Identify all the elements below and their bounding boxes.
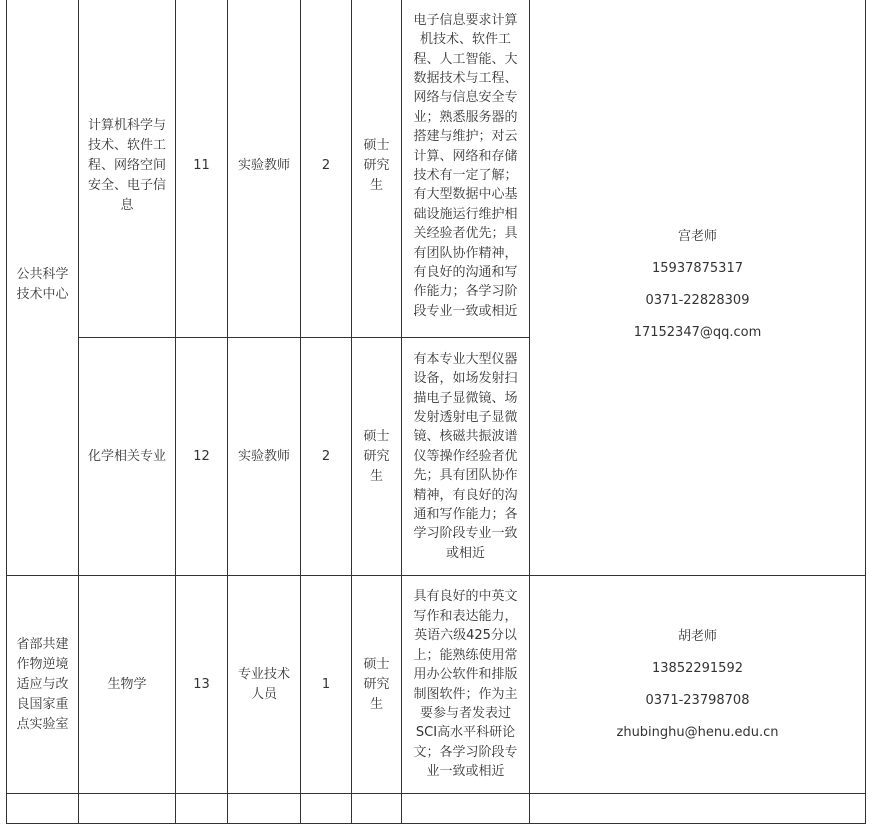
contact-mobile: 15937875317 — [652, 261, 743, 276]
position-cell — [228, 0, 301, 338]
position-cell — [228, 338, 301, 576]
table-row — [7, 794, 866, 824]
contact-name: 胡老师 — [677, 628, 717, 644]
unit-cell — [7, 0, 79, 576]
code-cell: 13 — [176, 576, 228, 794]
contact-name: 宫老师 — [677, 229, 717, 244]
major-cell — [79, 0, 176, 338]
count-cell: 1 — [301, 576, 352, 794]
contact-mobile: 13852291592 — [652, 660, 743, 676]
major-text: 生物学 — [107, 676, 147, 692]
requirements-cell — [402, 576, 530, 794]
requirements-text: 具有良好的中英文写作和表达能力，英语六级425分以上；能熟练使用常用办公软件和排版制图软件；作为主要参与者发表过SCI高水平科研论文；各学习阶段专业一致或相近 — [413, 589, 518, 780]
position-text: 专业技术人员 — [237, 666, 290, 702]
empty-cell — [79, 794, 176, 824]
position-cell — [228, 576, 301, 794]
position-text: 实验教师 — [237, 158, 290, 173]
empty-cell — [228, 794, 301, 824]
degree-cell — [352, 338, 402, 576]
degree-cell — [352, 0, 402, 338]
code-cell: 11 — [176, 0, 228, 338]
empty-cell — [352, 794, 402, 824]
contact-cell — [530, 576, 866, 794]
major-text: 计算机科学与技术、软件工程、网络空间安全、电子信息 — [87, 118, 166, 213]
requirements-text: 有本专业大型仪器设备，如场发射扫描电子显微镜、场发射透射电子显微镜、核磁共振波谱仪等操作经验者优先；具有团队协作精神，有良好的沟通和写作能力；各学习阶段专业一致或相近 — [413, 351, 518, 561]
unit-text: 公共科学技术中心 — [16, 267, 69, 302]
recruitment-table — [6, 0, 866, 824]
major-text: 化学相关专业 — [87, 448, 166, 464]
count-cell: 2 — [301, 0, 352, 338]
contact-phone: 0371-22828309 — [645, 293, 750, 308]
degree-cell — [352, 576, 402, 794]
table-row — [7, 576, 866, 794]
contact-cell — [530, 0, 866, 576]
unit-cell — [7, 576, 79, 794]
empty-cell — [402, 794, 530, 824]
contact-email: zhubinghu@henu.edu.cn — [616, 724, 779, 740]
degree-text: 硕士研究生 — [363, 428, 390, 484]
empty-cell — [530, 794, 866, 824]
table-row — [7, 0, 866, 338]
requirements-cell — [402, 338, 530, 576]
major-cell — [79, 576, 176, 794]
empty-cell — [7, 794, 79, 824]
contact-email: 17152347@qq.com — [633, 325, 762, 340]
requirements-cell — [402, 0, 530, 338]
degree-text: 硕士研究生 — [363, 656, 390, 712]
empty-cell — [176, 794, 228, 824]
contact-phone: 0371-23798708 — [645, 692, 750, 708]
empty-cell — [301, 794, 352, 824]
requirements-text: 电子信息要求计算机技术、软件工程、人工智能、大数据技术与工程、网络与信息安全专业；熟悉服务器的搭建与维护；对云计算、网络和存储技术有一定了解；有大型数据中心基础设施运行维护相关经验者优先；具有团队协作精神，有良好的沟通和写作能力；各学习阶段专业一致或相近 — [413, 12, 518, 319]
major-cell — [79, 338, 176, 576]
degree-text: 硕士研究生 — [363, 138, 390, 193]
code-cell: 12 — [176, 338, 228, 576]
count-cell: 2 — [301, 338, 352, 576]
unit-text: 省部共建作物逆境适应与改良国家重点实验室 — [16, 636, 69, 732]
position-text: 实验教师 — [237, 448, 290, 464]
